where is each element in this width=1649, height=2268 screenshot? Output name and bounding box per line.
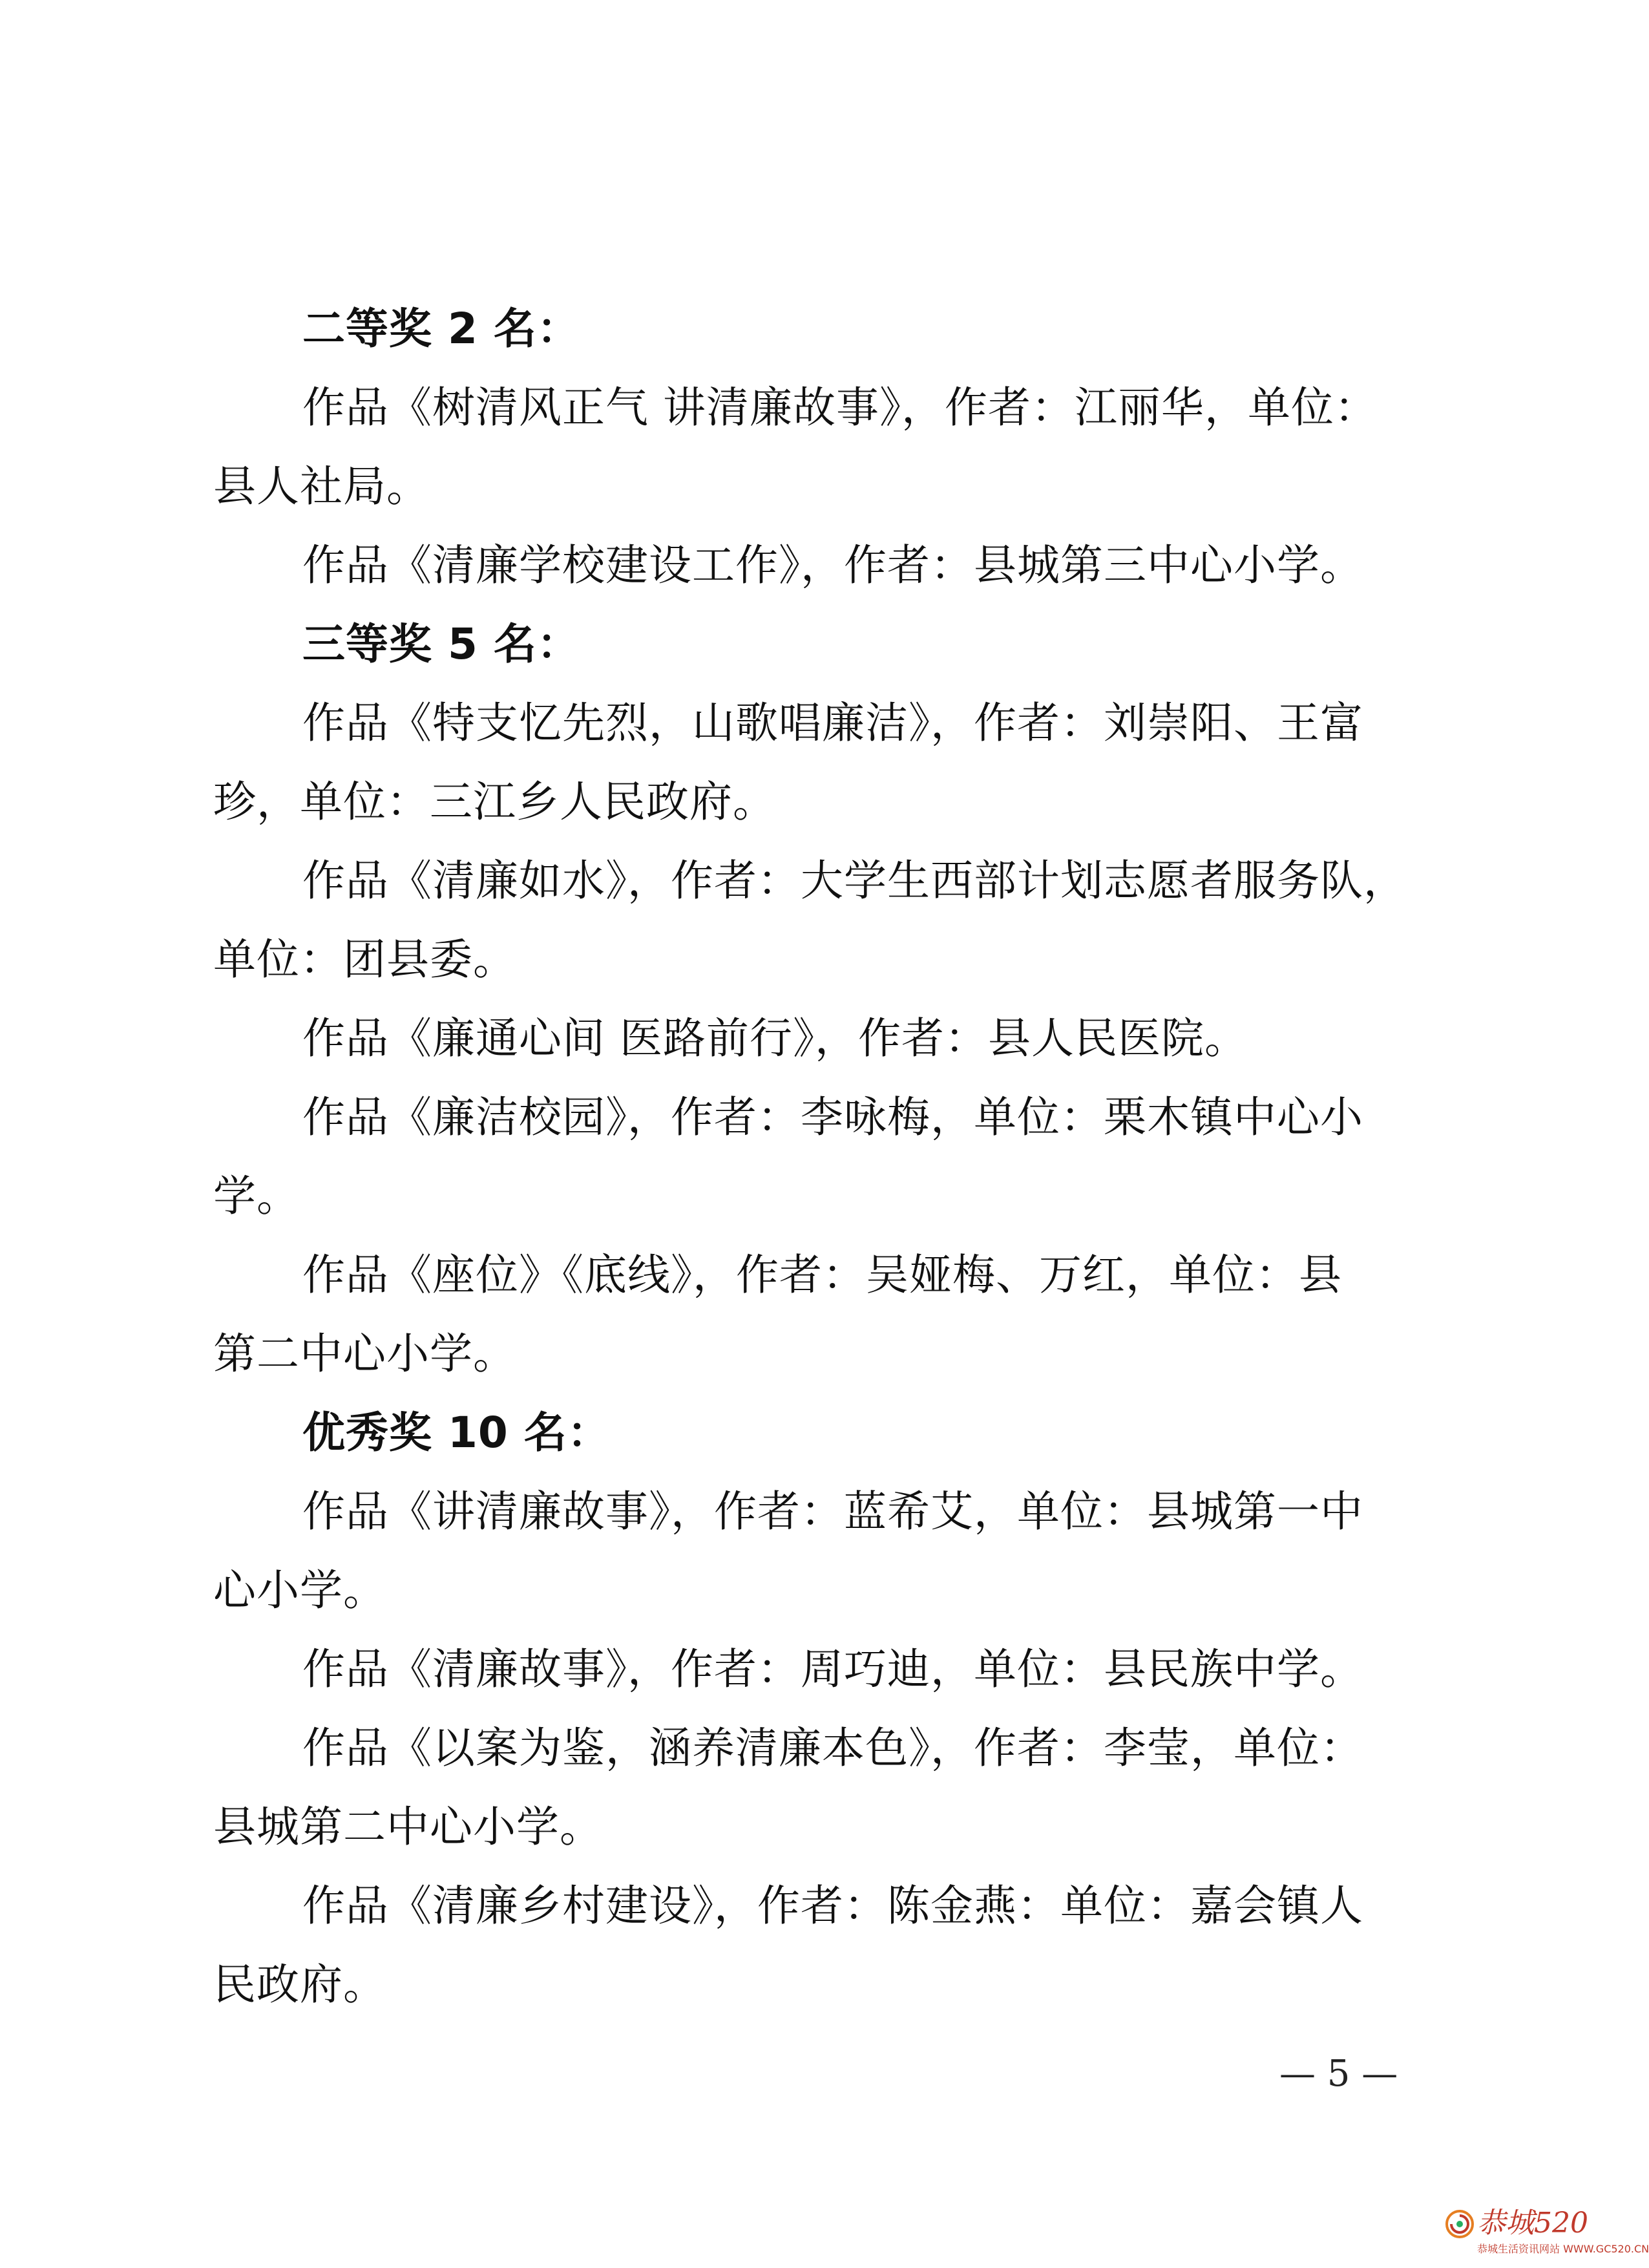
paragraph-line: 第二中心小学。 [213,1329,516,1379]
paragraph-line: 县人社局。 [213,461,430,511]
watermark-subtitle: 恭城生活资讯网站 WWW.GC520.CN [1477,2243,1649,2255]
paragraph-line: 县城第二中心小学。 [213,1802,603,1852]
paragraph-line: 作品《清廉故事》，作者：周巧迪，单位：县民族中学。 [302,1644,1363,1694]
paragraph-line: 作品《廉洁校园》，作者：李咏梅，单位：栗木镇中心小 [302,1092,1363,1142]
paragraph-line: 民政府。 [213,1960,386,2009]
paragraph-line: 珍，单位：三江乡人民政府。 [213,777,776,827]
paragraph-line: 作品《清廉学校建设工作》，作者：县城第三中心小学。 [302,540,1363,590]
paragraph-line: 单位：团县委。 [213,935,516,984]
heading-second-prize: 二等奖 2 名： [302,304,580,354]
paragraph-line: 作品《清廉如水》，作者：大学生西部计划志愿者服务队， [302,856,1407,906]
page-number: — 5 — [1279,2053,1398,2095]
paragraph-line: 作品《座位》《底线》，作者：吴娅梅、万红，单位：县 [302,1250,1342,1300]
paragraph-line: 作品《树清风正气 讲清廉故事》，作者：江丽华，单位： [302,383,1378,432]
watermark-brand: 恭城520 [1477,2207,1588,2240]
paragraph-line: 心小学。 [213,1565,386,1615]
watermark-logo [1445,2204,1649,2261]
paragraph-line: 作品《讲清廉故事》，作者：蓝希艾，单位：县城第一中 [302,1487,1363,1536]
paragraph-line: 作品《特支忆先烈，山歌唱廉洁》，作者：刘崇阳、王富 [302,698,1363,748]
paragraph-line: 作品《以案为鉴，涵养清廉本色》，作者：李莹，单位： [302,1723,1363,1773]
paragraph-line: 作品《廉通心间 医路前行》，作者：县人民医院。 [302,1013,1248,1063]
heading-third-prize: 三等奖 5 名： [302,619,580,669]
paragraph-line: 作品《清廉乡村建设》，作者：陈金燕：单位：嘉会镇人 [302,1881,1363,1931]
spiral-logo-icon [1445,2209,1475,2239]
document-body [213,290,1415,2024]
paragraph-line: 学。 [213,1171,300,1221]
heading-excellence-prize: 优秀奖 10 名： [302,1408,611,1457]
